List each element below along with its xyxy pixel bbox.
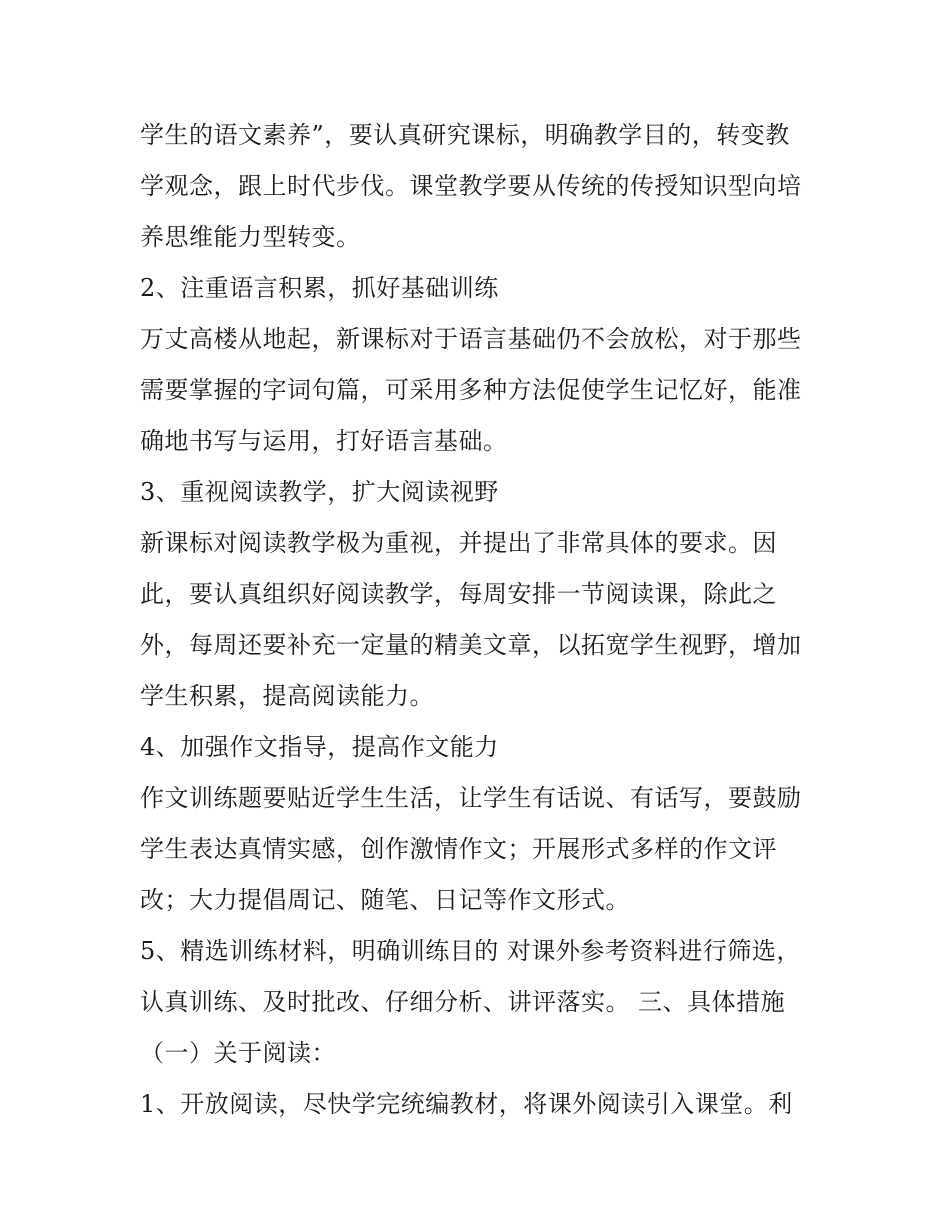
text-line-2: 学观念，跟上时代步伐。课堂教学要从传统的传授知识型向培 <box>140 172 802 200</box>
text-line-20: 1、开放阅读，尽快学完统编教材，将课外阅读引入课堂。利 <box>140 1090 793 1118</box>
text-line-3: 养思维能力型转变。 <box>140 223 361 251</box>
section-heading-4: 4、加强作文指导，提高作文能力 <box>140 733 499 761</box>
text-line-5: 万丈高楼从地起，新课标对于语言基础仍不会放松，对于那些 <box>140 325 802 353</box>
text-line-15: 学生表达真情实感，创作激情作文；开展形式多样的作文评 <box>140 835 777 863</box>
section-heading-5: 5、精选训练材料，明确训练目的 对课外参考资料进行筛选， <box>140 937 801 965</box>
text-line-7: 确地书写与运用，打好语言基础。 <box>140 427 508 455</box>
text-line-12: 学生积累，提高阅读能力。 <box>140 682 434 710</box>
text-line-10: 此，要认真组织好阅读教学，每周安排一节阅读课，除此之 <box>140 580 777 608</box>
text-line-18: 认真训练、及时批改、仔细分析、讲评落实。 三、具体措施 <box>140 988 786 1016</box>
text-line-9: 新课标对阅读教学极为重视，并提出了非常具体的要求。因 <box>140 529 777 557</box>
text-line-16: 改；大力提倡周记、随笔、日记等作文形式。 <box>140 886 630 914</box>
section-heading-2: 2、注重语言积累，抓好基础训练 <box>140 274 499 302</box>
text-line-14: 作文训练题要贴近学生生活，让学生有话说、有话写，要鼓励 <box>140 784 802 812</box>
document-body <box>140 110 820 1130</box>
text-line-1: 学生的语文素养”，要认真研究课标，明确教学目的，转变教 <box>140 121 790 149</box>
subsection-heading-reading: （一）关于阅读： <box>140 1039 336 1067</box>
text-line-11: 外，每周还要补充一定量的精美文章，以拓宽学生视野，增加 <box>140 631 802 659</box>
section-heading-3: 3、重视阅读教学，扩大阅读视野 <box>140 478 499 506</box>
text-line-6: 需要掌握的字词句篇，可采用多种方法促使学生记忆好，能准 <box>140 376 802 404</box>
